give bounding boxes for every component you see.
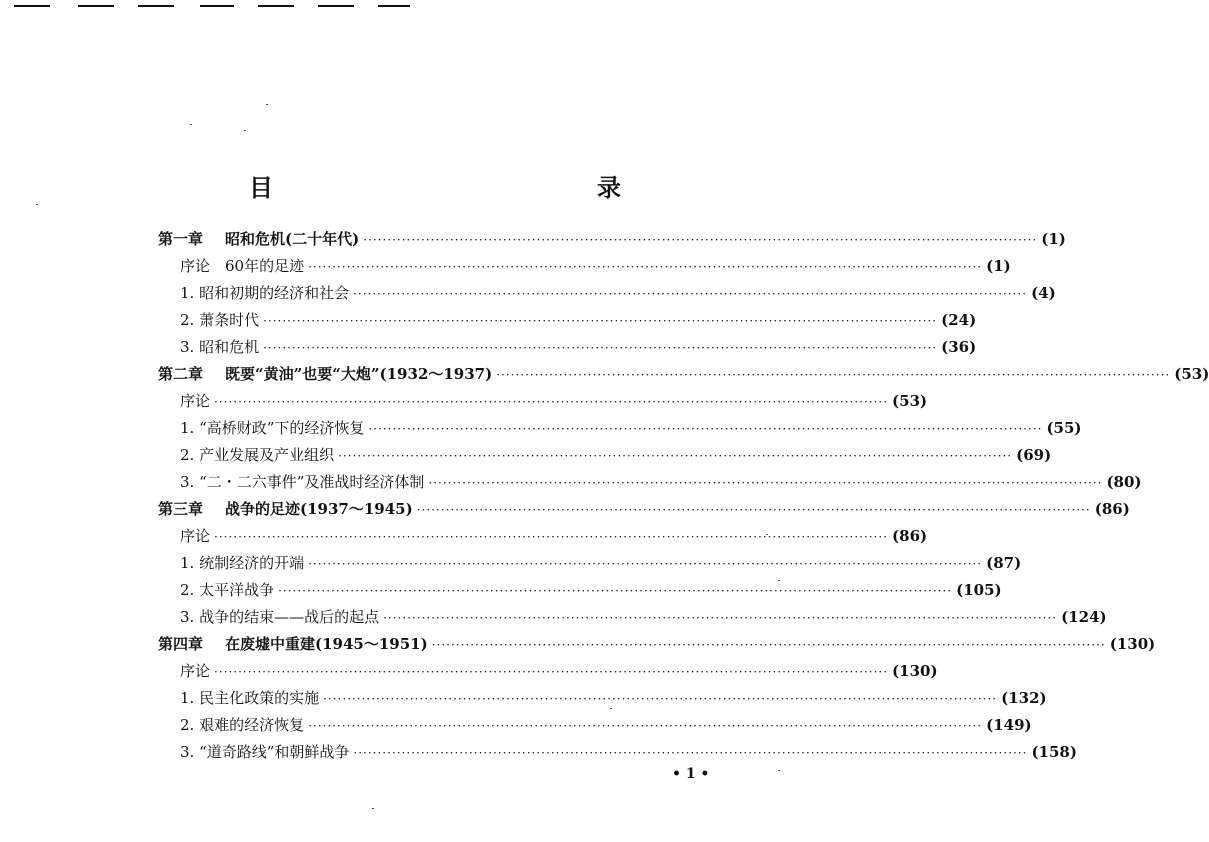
scan-speck <box>778 770 780 771</box>
dot-leader: ············································································································································ <box>496 368 1171 382</box>
scan-speck <box>244 130 246 131</box>
dot-leader: ············································································································································ <box>431 638 1106 652</box>
toc-title: 2. 萧条时代 <box>180 311 260 329</box>
toc-label <box>180 550 304 577</box>
toc-label <box>180 469 424 496</box>
toc-entry-row <box>158 334 977 361</box>
toc-page-number: (69) <box>1016 446 1052 464</box>
toc-label <box>180 415 364 442</box>
toc-entry-row <box>158 604 1107 631</box>
toc-entry-row <box>158 685 1047 712</box>
toc-label <box>180 577 274 604</box>
dot-leader: ············································································································································ <box>428 476 1103 490</box>
toc-title: 序论 <box>180 662 211 680</box>
dot-leader: ············································································································································ <box>214 395 889 409</box>
toc-label <box>180 658 210 685</box>
dot-leader: ············································································································································ <box>363 233 1038 247</box>
toc-title: 序论 <box>180 392 211 410</box>
toc-title: 在废墟中重建(1945～1951) <box>225 635 428 653</box>
toc-page-number: (130) <box>1109 635 1156 653</box>
toc-entry-row <box>158 469 1142 496</box>
dot-leader: ············································································································································ <box>368 422 1043 436</box>
toc-label <box>180 280 349 307</box>
toc-entry-row <box>158 253 1011 280</box>
toc-page-number: (130) <box>892 662 938 680</box>
dot-leader: ············································································································································ <box>308 557 983 571</box>
toc-title: 3. “道奇路线”和朝鲜战争 <box>180 743 350 761</box>
toc-entry-row <box>158 280 1056 307</box>
toc-page-number: (1) <box>1041 230 1066 248</box>
toc-title: 3. “二・二六事件”及准战时经济体制 <box>180 473 425 491</box>
toc-label <box>180 307 259 334</box>
toc-label <box>158 361 492 388</box>
toc-label <box>158 631 428 658</box>
dot-leader: ············································································································································ <box>263 341 938 355</box>
dot-leader: ············································································································································ <box>353 746 1028 760</box>
dot-leader: ············································································································································ <box>416 503 1091 517</box>
toc-title: 1. “高桥财政”下的经济恢复 <box>180 419 365 437</box>
toc-entry-row <box>158 415 1082 442</box>
toc-entry-row <box>158 442 1052 469</box>
toc-title: 序论 <box>180 527 211 545</box>
toc-page-number: (87) <box>986 554 1022 572</box>
toc-page-number: (55) <box>1046 419 1082 437</box>
toc-page-number: (80) <box>1106 473 1142 491</box>
toc-entry-row <box>158 388 928 415</box>
dot-leader: ············································································································································ <box>214 530 889 544</box>
toc-page-number: (24) <box>941 311 977 329</box>
toc-page-number: (1) <box>986 257 1011 275</box>
top-edge-marks <box>0 0 420 16</box>
toc-entry-row <box>158 712 1032 739</box>
toc-title: 3. 战争的结束——战后的起点 <box>180 608 380 626</box>
toc-page-number: (36) <box>941 338 977 356</box>
table-of-contents <box>158 226 1209 766</box>
toc-page-number: (158) <box>1031 743 1077 761</box>
dot-leader: ············································································································································ <box>308 719 983 733</box>
toc-page-number: (105) <box>956 581 1002 599</box>
dot-leader: ············································································································································ <box>323 692 998 706</box>
toc-label <box>180 685 319 712</box>
page-title: 目 录 <box>249 173 713 202</box>
toc-title: 2. 艰难的经济恢复 <box>180 716 305 734</box>
chapter-number: 第二章 <box>158 365 204 383</box>
toc-entry-row <box>158 577 1002 604</box>
toc-page-number: (124) <box>1061 608 1107 626</box>
toc-label <box>180 442 334 469</box>
page-number: • 1 • <box>672 766 710 782</box>
dot-leader: ············································································································································ <box>308 260 983 274</box>
toc-title: 序论 60年的足迹 <box>180 257 305 275</box>
toc-title: 1. 昭和初期的经济和社会 <box>180 284 350 302</box>
toc-page-number: (132) <box>1001 689 1047 707</box>
scan-speck <box>372 808 374 809</box>
toc-entry-row <box>158 658 938 685</box>
toc-chapter-row <box>158 496 1130 523</box>
toc-label <box>158 226 359 253</box>
toc-label <box>180 388 210 415</box>
toc-page-number: (149) <box>986 716 1032 734</box>
dot-leader: ············································································································································ <box>353 287 1028 301</box>
toc-label <box>180 739 349 766</box>
toc-label <box>158 496 413 523</box>
dot-leader: ············································································································································ <box>383 611 1058 625</box>
toc-chapter-row <box>158 631 1156 658</box>
toc-entry-row <box>158 523 928 550</box>
toc-title: 2. 产业发展及产业组织 <box>180 446 335 464</box>
toc-entry-row <box>158 739 1077 766</box>
scan-speck <box>266 104 268 105</box>
toc-title: 战争的足迹(1937～1945) <box>225 500 413 518</box>
toc-page-number: (86) <box>892 527 928 545</box>
toc-label <box>180 712 304 739</box>
dot-leader: ············································································································································ <box>263 314 938 328</box>
toc-title: 昭和危机(二十年代) <box>225 230 360 248</box>
toc-label <box>180 523 210 550</box>
toc-title: 3. 昭和危机 <box>180 338 260 356</box>
toc-page-number: (53) <box>1174 365 1209 383</box>
scan-speck <box>36 204 38 205</box>
scan-speck <box>190 124 192 125</box>
toc-label <box>180 334 259 361</box>
chapter-number: 第一章 <box>158 230 204 248</box>
toc-page-number: (4) <box>1031 284 1056 302</box>
toc-title: 1. 统制经济的开端 <box>180 554 305 572</box>
toc-label <box>180 253 304 280</box>
toc-label <box>180 604 379 631</box>
toc-entry-row <box>158 307 977 334</box>
toc-title: 既要“黄油”也要“大炮”(1932～1937) <box>225 365 493 383</box>
toc-title: 2. 太平洋战争 <box>180 581 275 599</box>
chapter-number: 第四章 <box>158 635 204 653</box>
dot-leader: ············································································································································ <box>214 665 889 679</box>
toc-page-number: (86) <box>1094 500 1130 518</box>
toc-chapter-row <box>158 226 1066 253</box>
toc-chapter-row <box>158 361 1209 388</box>
toc-entry-row <box>158 550 1022 577</box>
dot-leader: ············································································································································ <box>278 584 953 598</box>
toc-page-number: (53) <box>892 392 928 410</box>
toc-title: 1. 民主化政策的实施 <box>180 689 320 707</box>
chapter-number: 第三章 <box>158 500 204 518</box>
dot-leader: ············································································································································ <box>338 449 1013 463</box>
